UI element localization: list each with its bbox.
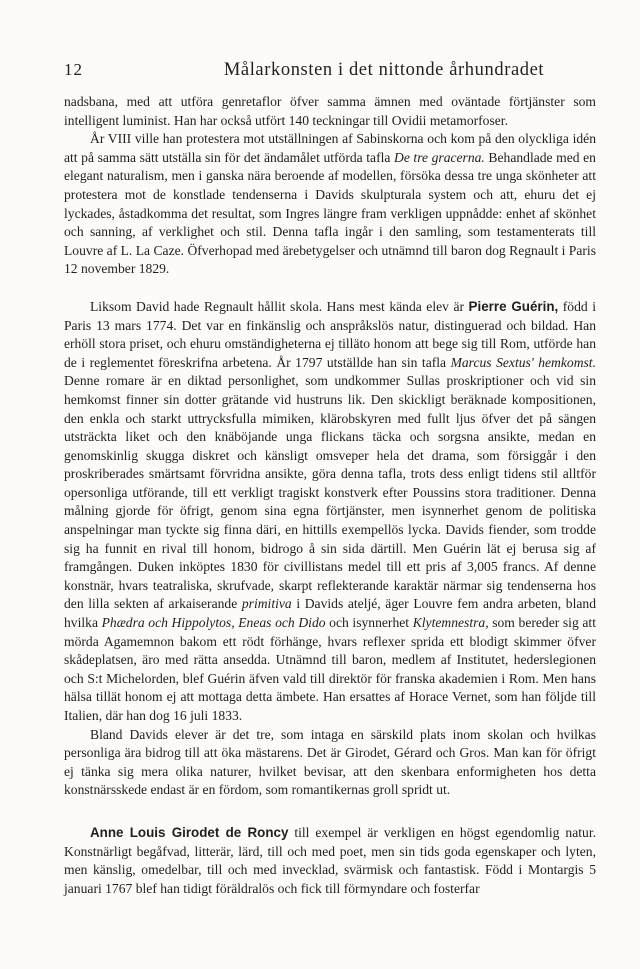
paragraph-continuation: nadsbana, med att utföra genretaflor öfver samma ämnen med oväntade förtjänster som intelligent luminist. Han har också utfört 140 teckningar till Ovidii metamorfoser. [64,94,596,128]
artwork-title: Marcus Sextus' hemkomst. [450,354,596,370]
running-title: Målarkonsten i det nittonde århundradet [223,60,545,80]
page-header [64,60,596,84]
text-run: Liksom David hade Regnault hållit skola. Hans mest kända elev är [90,298,469,314]
text-run: som bereder sig att mörda Agamemnon bakom ett rödt förhänge, hvars reflexer sprida ett blodigt skimmer öfver skådeplatsen, äro med rätta ansedda. Utnämnd till baron, medlem af Institutet, hederslegionen och S:t Michelorden, blef Guérin äfven vald till direktör för franska akademien i Rom. Men hans hälsa tillät honom ej att mottaga detta ämbete. Han ersattes af Horace Vernet, som han följde till Italien, där han dog 16 juli 1833. [64,615,596,723]
text-run: Behandlade med en elegant naturalism, men i ganska nära beroende af modellen, försöka dessa tre unga skönheter att protestera mot de konstlade tendenserna i Davids skulpturala system och att, ehuru det ej lyckades, åstadkomma det resultat, som Ingres längre fram verkligen uppnådde: enhet af skönhet och sanning, af verklighet och stil. Denna tafla ingår i den samling, som testamenterats till Louvre af L. La Caze. Öfverhopad med ärebetygelser och utnämnd till baron dog Regnault i Paris 12 november 1829. [64,149,596,277]
page-number: 12 [64,60,83,79]
artwork-title: Klytemnestra, [412,615,489,631]
text-run: i Davids ateljé, äger Louvre fem andra arbeten, bland hvilka [64,596,596,631]
artist-name: Anne Louis Girodet de Roncy [90,824,289,840]
paragraph-davids-pupils: Bland Davids elever är det tre, som intaga en särskild plats inom skolan och hvilkas personliga ära bidrog till att öka mästarens. Det är Girodet, Gérard och Gros. Man kan för öfrigt ej tänka sig mera olika naturer, hvilket bevisar, att den skenbara enformigheten hos detta konstnärsskede endast är en fördom, som romantikernas groll spridt ut. [64,726,596,798]
text-run: Denne romare är en diktad personlighet, som undkommer Sullas proskriptioner och vid sin hemkomst finner sin dotter grätande vid hustruns lik. Den skickligt beräknade kompositionen, den enkla och starkt uttrycksfulla mimiken, klärobskyren med fullt ljus öfver det på sängen utsträckta liket och den knäböjande unga flickans täcka och sorgsna ansikte, medan en genomskinlig skugga diskret och känsligt omsveper hela det drama, som försiggår i den proskriberades smärtsamt förvridna ansikte, göra denna tafla, trots dess enligt tidens stil alltför opersonliga utförande, till ett verkligt tragiskt konstverk efter Poussins stora traditioner. Denna målning gjorde för öfrigt, genom sina egna förtjänster, men isynnerhet genom de politiska anspelningar man tyckte sig finna däri, en hittills exempellös lycka. Davids fiender, som trodde sig ha funnit en rival till honom, bidrogo å sin sida därtill. Men Guérin lät ej berusa sig af framgången. Duken inköptes 1830 för civillistans medel till ett pris af 3,005 francs. Af denne konstnär, hvars teatraliska, skrufvade, skarpt reflekterande karaktär närmar sig tendenserna hos den lilla sekten af arkaiserande [64,373,596,612]
body-text [64,93,596,898]
text-run: År VIII ville han protestera mot utställningen af Sabinskorna och kom på den olyckliga idén att på samma sätt utställa sin för det ändamålet utförda tafla [64,131,596,165]
paragraph-girodet [64,824,596,898]
text-run: och isynnerhet [325,615,413,631]
paragraph-guerin [64,298,596,726]
artwork-title: Phædra och Hippolytos, Eneas och Dido [101,615,326,631]
text-run: till exempel är verkligen en högst egendomlig natur. Konstnärligt begåfvad, litterär, lärd, till och med poet, men sin tids goda egenskaper och lyten, men känslig, omedelbar, till och med invecklad, svärmisk och fantastisk. Född i Montargis 5 januari 1767 blef han tidigt föräldralös och fick till förmyndare och fosterfar [64,824,596,896]
italic-term: primitiva [241,596,292,612]
paragraph-regnault-graces [64,130,596,279]
text-run: född i Paris 13 mars 1774. Det var en finkänslig och anspråkslös natur, distinguerad och bildad. Han erhöll stora priset, och ehuru omständigheterna ej tilläto honom att bege sig till Rom, utförde han de i reglementet föreskrifna arbetena. År 1797 utställde han sin tafla [64,298,596,370]
artist-name: Pierre Guérin, [468,298,559,314]
artwork-title: De tre gracerna. [394,149,485,165]
